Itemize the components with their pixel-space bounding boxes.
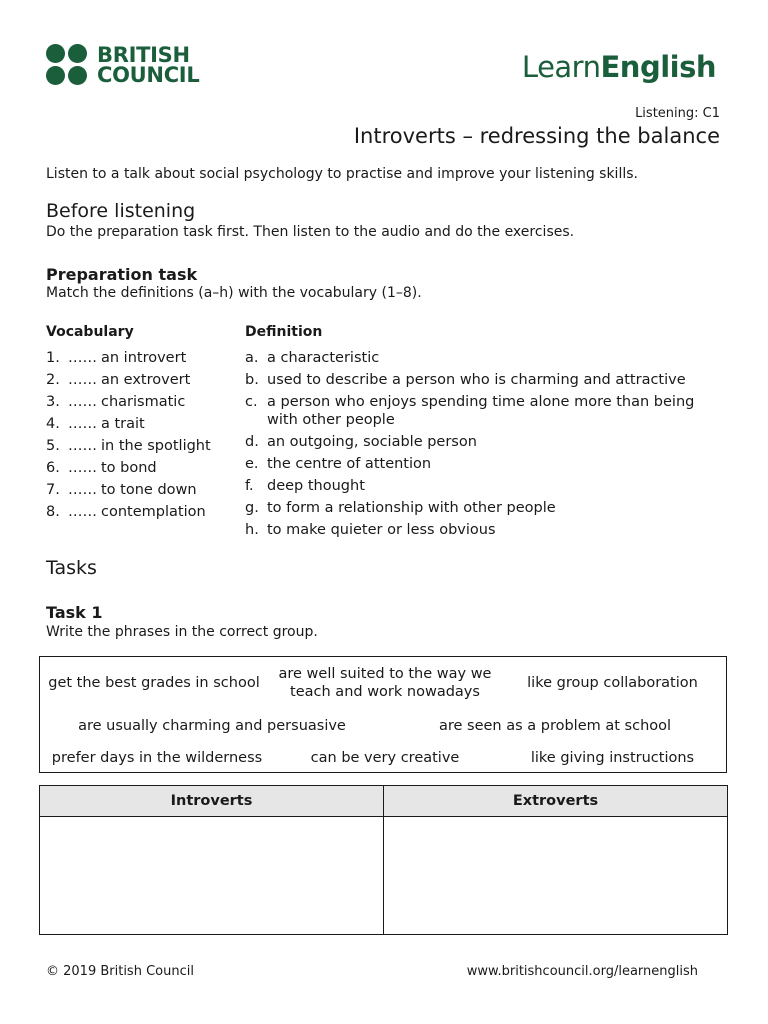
phrase-item[interactable]: are seen as a problem at school xyxy=(438,718,672,734)
vocab-item: 6. …… to bond xyxy=(46,460,157,476)
intro-text: Listen to a talk about social psychology to practise and improve your listening skills. xyxy=(46,166,638,182)
introverts-answer-cell[interactable] xyxy=(40,817,384,935)
phrase-item[interactable]: like group collaboration xyxy=(527,675,698,691)
logo-english: English xyxy=(600,50,716,84)
definition-list xyxy=(245,347,705,541)
extroverts-column-header: Extroverts xyxy=(384,786,728,817)
sorting-table xyxy=(39,785,728,935)
preparation-task-heading: Preparation task xyxy=(46,265,198,284)
page-title: Introverts – redressing the balance xyxy=(353,124,720,148)
logo-line-1: BRITISH xyxy=(97,42,190,67)
definition-item: d. an outgoing, sociable person xyxy=(245,434,477,450)
tasks-heading: Tasks xyxy=(46,557,97,579)
british-council-logo xyxy=(46,44,199,85)
definition-header: Definition xyxy=(245,324,323,340)
definition-item: h. to make quieter or less obvious xyxy=(245,522,496,538)
definition-item: b. used to describe a person who is charming and attractive xyxy=(245,372,686,388)
before-listening-text: Do the preparation task first. Then listen to the audio and do the exercises. xyxy=(46,224,575,240)
definition-item: a. a characteristic xyxy=(245,350,380,366)
phrase-item[interactable]: prefer days in the wilderness xyxy=(51,750,263,766)
preparation-task-text: Match the definitions (a–h) with the vocabulary (1–8). xyxy=(46,285,422,301)
vocab-item: 7. …… to tone down xyxy=(46,482,197,498)
vocabulary-list xyxy=(46,347,211,523)
phrase-item[interactable]: get the best grades in school xyxy=(48,675,260,691)
footer-url[interactable]: www.britishcouncil.org/learnenglish xyxy=(466,964,698,979)
vocab-item: 2. …… an extrovert xyxy=(46,372,191,388)
british-council-dots-icon xyxy=(46,44,87,85)
phrase-item[interactable]: can be very creative xyxy=(310,750,460,766)
vocabulary-header: Vocabulary xyxy=(46,324,134,340)
definition-item: g. to form a relationship with other people xyxy=(245,500,556,516)
definition-item: e. the centre of attention xyxy=(245,456,432,472)
before-listening-heading: Before listening xyxy=(46,200,196,222)
extroverts-answer-cell[interactable] xyxy=(384,817,728,935)
logo-line-2: COUNCIL xyxy=(97,62,200,87)
phrase-item[interactable]: are usually charming and persuasive xyxy=(78,718,346,734)
vocab-item: 5. …… in the spotlight xyxy=(46,438,211,454)
level-label: Listening: C1 xyxy=(635,106,720,121)
phrase-item[interactable]: like giving instructions xyxy=(530,750,695,766)
vocab-item: 8. …… contemplation xyxy=(46,504,206,520)
vocab-item: 4. …… a trait xyxy=(46,416,145,432)
phrase-box xyxy=(39,656,727,773)
definition-item: f. deep thought xyxy=(245,478,365,494)
footer-copyright: © 2019 British Council xyxy=(46,964,194,979)
vocab-item: 1. …… an introvert xyxy=(46,350,187,366)
learnenglish-logo xyxy=(522,50,716,84)
introverts-column-header: Introverts xyxy=(40,786,384,817)
vocab-item: 3. …… charismatic xyxy=(46,394,186,410)
phrase-item[interactable]: are well suited to the way we teach and work nowadays xyxy=(278,666,492,700)
task-1-heading: Task 1 xyxy=(46,603,103,622)
task-1-text: Write the phrases in the correct group. xyxy=(46,624,318,640)
definition-item: c. a person who enjoys spending time alone more than being with other people xyxy=(245,394,695,428)
logo-learn: Learn xyxy=(521,50,601,84)
